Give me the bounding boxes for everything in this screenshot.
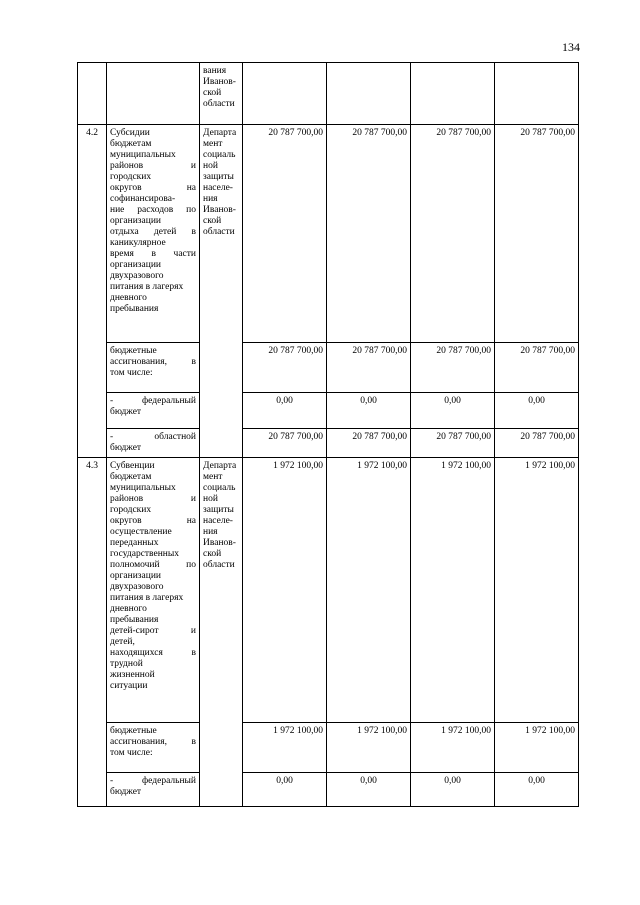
text-line: городских [110,505,152,515]
text-line: организации [110,260,162,270]
text-line: бюджетам [110,139,152,149]
text-line: ской [203,549,222,559]
subrow-label-cell [107,773,200,807]
text-line: области [203,227,235,237]
value-cell: 20 787 700,00 [243,125,327,343]
text-line: полномочий по [110,560,196,570]
value-cell: 1 972 100,00 [243,458,327,723]
table-subrow [78,393,579,429]
value-cell: 1 972 100,00 [411,723,495,773]
value-cell: 20 787 700,00 [243,343,327,393]
text-line: трудной [110,659,143,669]
value-cell: 0,00 [495,773,579,807]
value-cell: 0,00 [243,773,327,807]
text-line: Иванов- [203,77,236,87]
value-cell: 0,00 [495,393,579,429]
value-cell: 20 787 700,00 [411,343,495,393]
value-cell: 1 972 100,00 [411,458,495,723]
text-line: районов и [110,161,196,171]
text-line: переданных [110,538,159,548]
value-cell: 20 787 700,00 [495,429,579,458]
text-line: - федеральный [110,776,196,786]
text-line: муниципальных [110,483,176,493]
value-cell: 20 787 700,00 [243,429,327,458]
value-cell [243,63,327,125]
table-row-continued [78,63,579,125]
text-line: осуществление [110,527,172,537]
value-cell: 20 787 700,00 [495,125,579,343]
text-line: ния [203,527,218,537]
text-line: защиты [203,172,234,182]
text-line: населе- [203,516,233,526]
value-cell: 1 972 100,00 [327,723,411,773]
text-line: - федеральный [110,396,196,406]
text-line: питания в лагерях [110,282,184,292]
text-line: Субвенции [110,461,155,471]
text-line: ние расходов по [110,205,196,215]
text-line: бюджетам [110,472,152,482]
text-line: социаль [203,483,236,493]
text-line: каникулярное [110,238,166,248]
text-line: государственных [110,549,180,559]
text-line: том числе: [110,368,153,378]
item-name-cell [107,63,200,125]
text-line: муниципальных [110,150,176,160]
text-line: ной [203,161,218,171]
value-cell: 0,00 [411,393,495,429]
text-line: населе- [203,183,233,193]
text-line: жизненной [110,670,155,680]
budget-table-body [78,63,579,807]
table-row [78,125,579,343]
text-line: городских [110,172,152,182]
text-line: Иванов- [203,538,236,548]
item-number: 4.3 [78,458,107,807]
value-cell [327,63,411,125]
text-line: ассигнования, в [110,737,196,747]
value-cell: 1 972 100,00 [327,458,411,723]
item-number: 4.2 [78,125,107,458]
value-cell: 1 972 100,00 [243,723,327,773]
text-line: софинансирова- [110,194,176,204]
text-line: Департа [203,461,237,471]
value-cell [411,63,495,125]
value-cell: 0,00 [243,393,327,429]
table-subrow [78,429,579,458]
text-line: Иванов- [203,205,236,215]
text-line: области [203,99,235,109]
text-line: организации [110,216,162,226]
value-cell: 20 787 700,00 [327,125,411,343]
text-line: находящихся в [110,648,196,658]
executor-cell [200,125,243,458]
text-line: ной [203,494,218,504]
text-line: ния [203,194,218,204]
text-line: округов на [110,183,196,193]
budget-table [77,62,579,807]
text-line: социаль [203,150,236,160]
text-line: бюджет [110,443,142,453]
value-cell: 1 972 100,00 [495,723,579,773]
table-subrow [78,723,579,773]
item-number-cell [78,63,107,125]
text-line: время в части [110,249,196,259]
executor-cell [200,63,243,125]
value-cell: 0,00 [327,393,411,429]
value-cell: 20 787 700,00 [327,343,411,393]
text-line: питания в лагерях [110,593,184,603]
value-cell: 0,00 [327,773,411,807]
subrow-label-cell [107,429,200,458]
text-line: ситуации [110,681,148,691]
text-line: Субсидии [110,128,150,138]
text-line: ассигнования, в [110,357,196,367]
item-name-cell [107,125,200,343]
table-subrow [78,343,579,393]
text-line: - областной [110,432,196,442]
value-cell: 20 787 700,00 [327,429,411,458]
value-cell: 1 972 100,00 [495,458,579,723]
text-line: бюджетные [110,346,157,356]
text-line: области [203,560,235,570]
item-name-cell [107,458,200,723]
text-line: дневного [110,604,147,614]
value-cell: 20 787 700,00 [411,429,495,458]
table-subrow [78,773,579,807]
text-line: двухразового [110,271,164,281]
text-line: вания [203,66,227,76]
subrow-label-cell [107,393,200,429]
text-line: районов и [110,494,196,504]
text-line: мент [203,139,223,149]
text-line: округов на [110,516,196,526]
text-line: Департа [203,128,237,138]
text-line: двухразового [110,582,164,592]
text-line: бюджетные [110,726,157,736]
text-line: мент [203,472,223,482]
text-line: том числе: [110,748,153,758]
subrow-label-cell [107,343,200,393]
value-cell: 20 787 700,00 [495,343,579,393]
value-cell: 0,00 [411,773,495,807]
text-line: детей, [110,637,135,647]
value-cell: 20 787 700,00 [411,125,495,343]
text-line: пребывания [110,304,159,314]
text-line: бюджет [110,787,142,797]
text-line: дневного [110,293,147,303]
text-line: отдыха детей в [110,227,196,237]
text-line: ской [203,88,222,98]
text-line: ской [203,216,222,226]
page-number: 134 [562,40,580,54]
text-line: защиты [203,505,234,515]
subrow-label-cell [107,723,200,773]
text-line: организации [110,571,162,581]
executor-cell [200,458,243,807]
text-line: бюджет [110,407,142,417]
text-line: пребывания [110,615,159,625]
value-cell [495,63,579,125]
table-row [78,458,579,723]
text-line: детей-сирот и [110,626,196,636]
